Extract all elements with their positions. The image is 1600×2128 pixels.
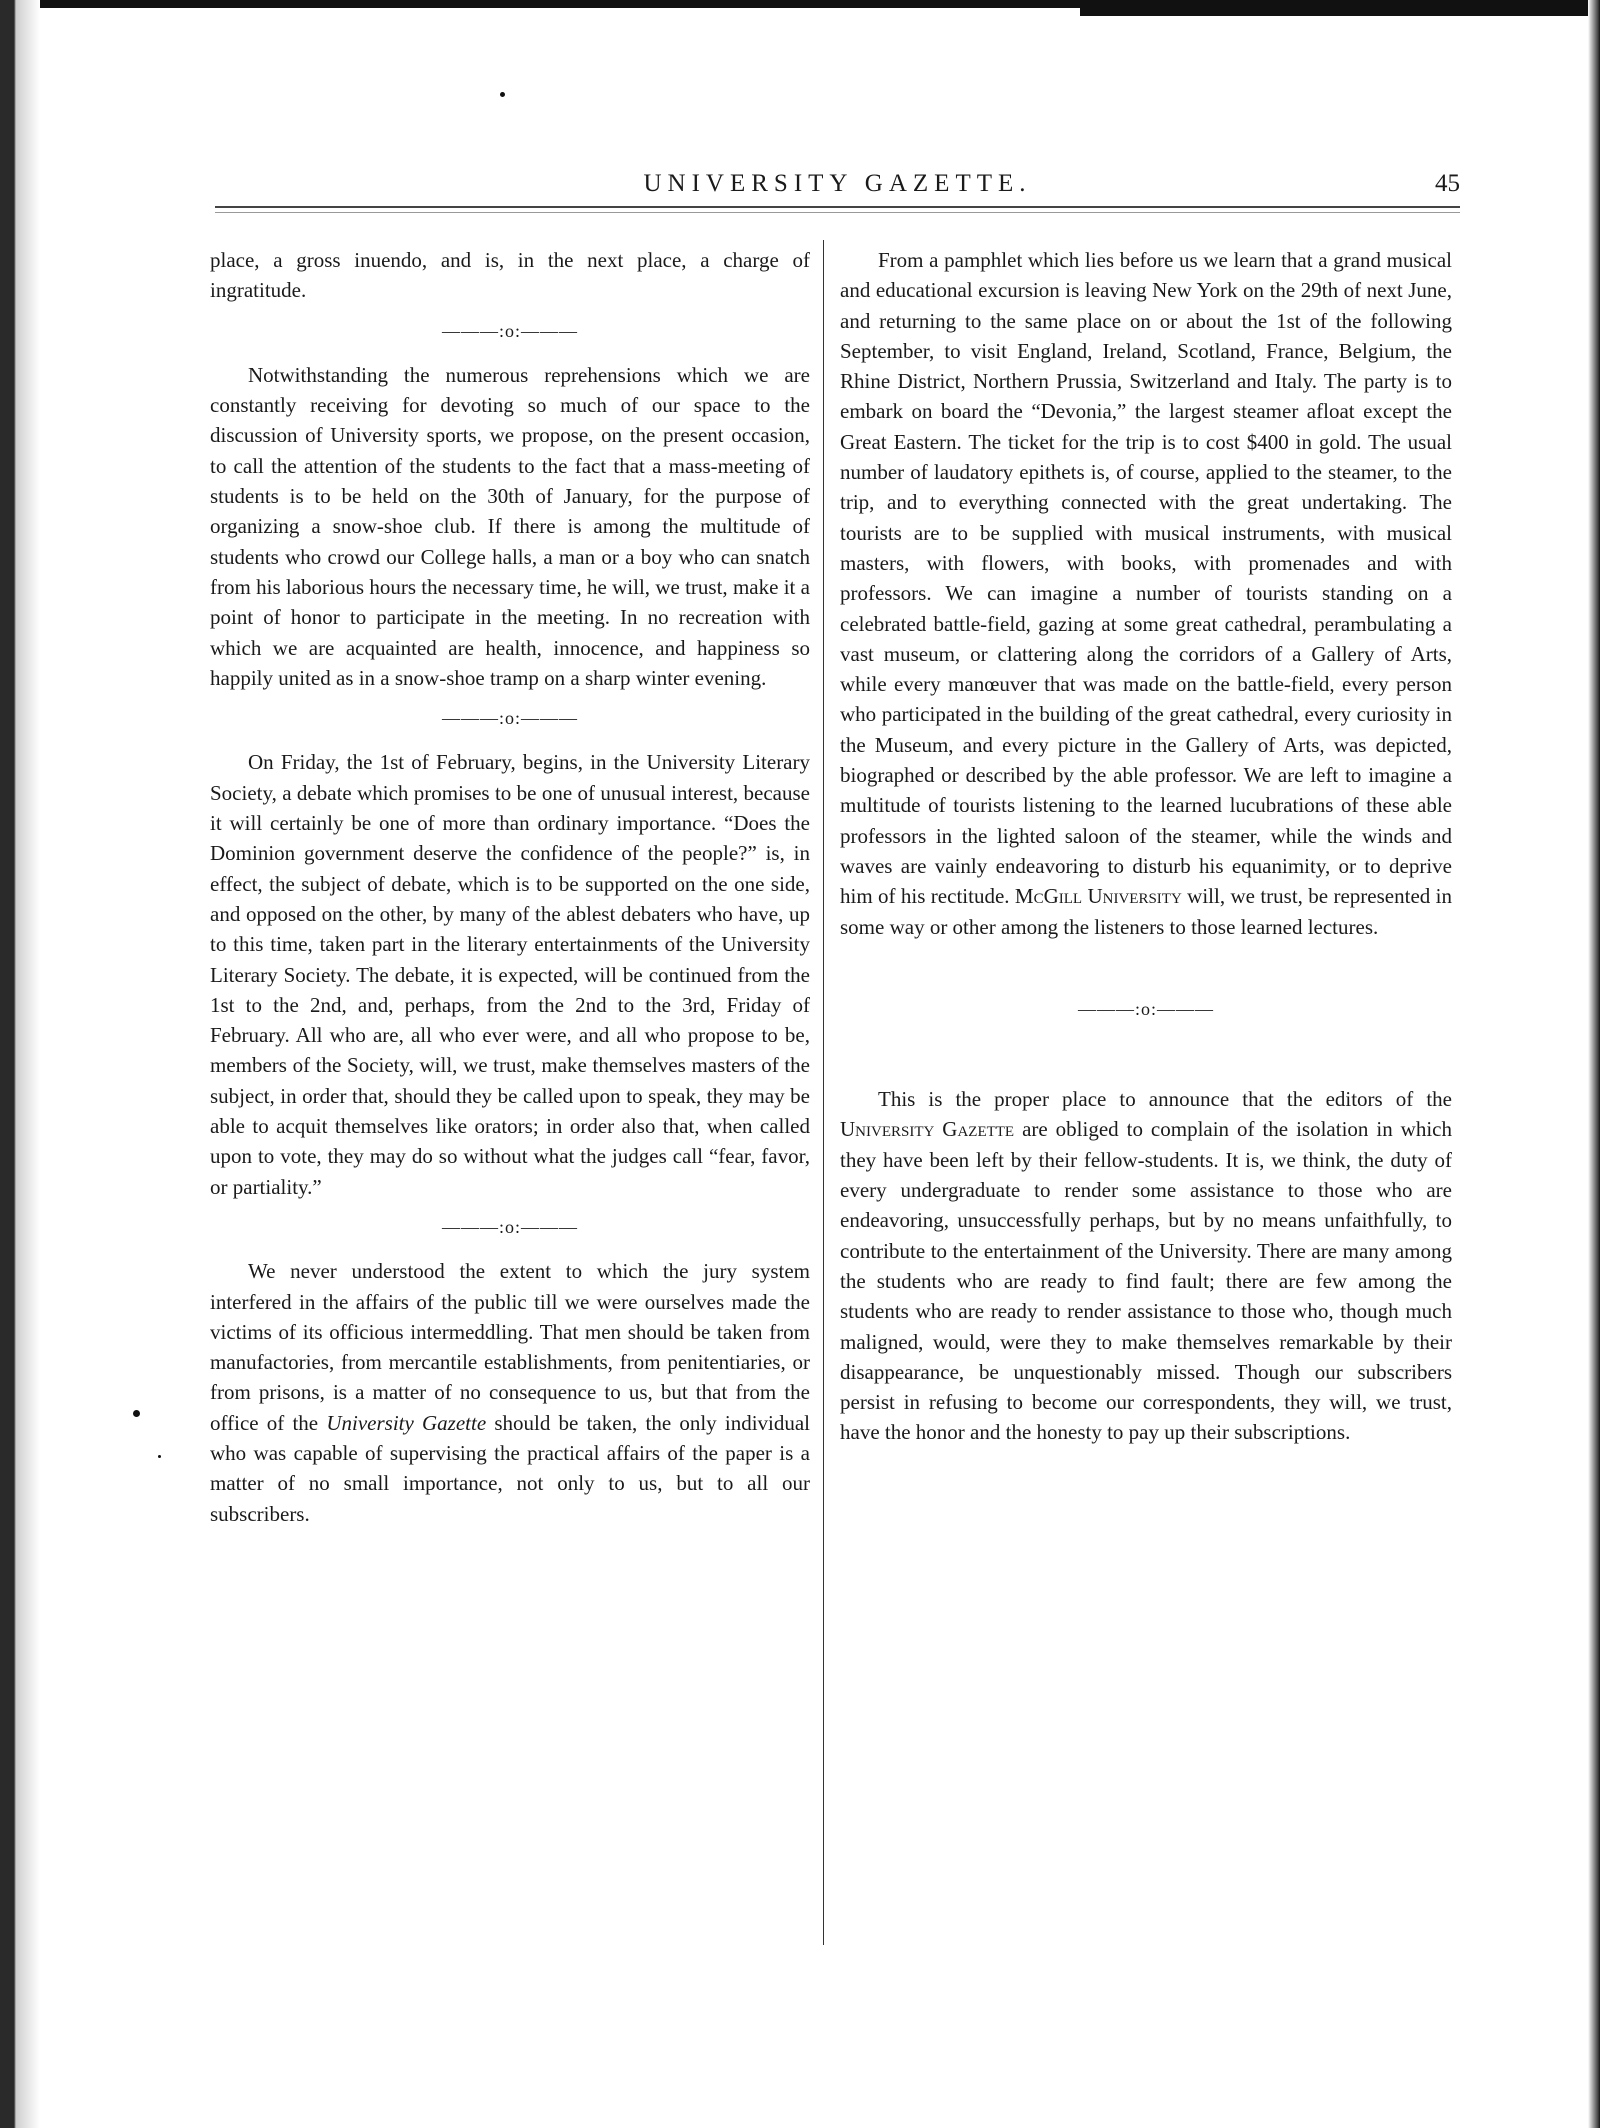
ink-speck — [158, 1455, 161, 1458]
page-number: 45 — [1435, 170, 1460, 197]
column-divider — [823, 240, 824, 1945]
editors-text-a: This is the proper place to announce that the editors of the — [878, 1087, 1452, 1112]
left-column — [210, 245, 810, 1529]
running-head: UNIVERSITY GAZETTE. — [643, 170, 1032, 197]
paragraph-jury — [210, 1256, 810, 1529]
paragraph-excursion — [840, 245, 1452, 942]
jury-text-b: should be taken, the only individual who was capable of supervising the practical affairs of the paper is a matter of no small importance, not only to us, but to all our subscribers. — [210, 1410, 811, 1526]
section-separator: ———:o:——— — [441, 708, 578, 729]
jury-italic-title: University Gazette — [326, 1410, 487, 1435]
section-separator: ———:o:——— — [441, 320, 578, 341]
excursion-smallcaps: McGill University — [1014, 884, 1182, 909]
paragraph-continued: place, a gross inuendo, and is, in the next place, a charge of ingratitude. — [210, 248, 810, 303]
jury-text-a: We never understood the extent to which the jury system interfered in the affairs of the public till we were ourselves made the victims of its officious intermeddling. That men should be taken from manufactories, from mercantile establishments, from penitentiaries, or from prisons, is a matter of no consequence to us, but that from the office of the — [210, 1259, 810, 1435]
scan-top-paper — [40, 8, 1080, 18]
header-rule — [215, 206, 1460, 208]
section-separator: ———:o:——— — [1077, 998, 1214, 1019]
right-column — [840, 245, 1452, 1448]
editors-text-b: are obliged to complain of the isolation in which they have been left by their fellow-students. It is, we think, the duty of every undergraduate to render some assistance to those who are endeavoring, unsuccessfully perhaps, but by no means unfaithfully, to contribute to the entertainment of the University. There are many among the students who are ready to find fault; there are few among the students who are ready to render assistance to those who, though much maligned, would, were they to make themselves remarkable by their disappearance, be unquestionably missed. Though our subscribers persist in refusing to become our correspondents, they will, we trust, have the honor and the honesty to pay up their subscriptions. — [840, 1117, 1452, 1445]
scan-left-edge — [0, 0, 40, 2128]
editors-smallcaps: University Gazette — [840, 1117, 1015, 1142]
section-separator: ———:o:——— — [441, 1216, 578, 1237]
ink-speck — [133, 1410, 140, 1417]
header-rule-thin — [215, 212, 1460, 213]
paragraph-editors — [840, 1084, 1452, 1448]
excursion-text-a: From a pamphlet which lies before us we learn that a grand musical and educational excursion is leaving New York on the 29th of next June, and returning to the same place on or about the 1st of the following September, to visit England, Ireland, Scotland, France, Belgium, the Rhine District, Northern Prussia, Switzerland and Italy. The party is to embark on board the “Devonia,” the largest steamer afloat except the Great Eastern. The ticket for the trip is to cost $400 in gold. The usual number of laudatory epithets is, of course, applied to the steamer, to the trip, and to everything connected with the great undertaking. The tourists are to be supplied with musical instruments, with musical masters, with flowers, with books, with promenades and with professors. We can imagine a number of tourists standing on a celebrated battle-field, gazing at some great cathedral, perambulating a vast museum, or clattering along the corridors of a Gallery of Arts, while every manœuver that was made on the battle-field, every person who participated in the building of the great cathedral, every curiosity in the Museum, and every picture in the Gallery of Arts, was depicted, biographed or described by the able professor. We are left to imagine a multitude of tourists listening to the learned lucubrations of these able professors in the lighted saloon of the steamer, while the winds and waves are vainly endeavoring to disturb his equanimity, or to deprive him of his rectitude. — [840, 248, 1452, 909]
paragraph-debate: On Friday, the 1st of February, begins, in the University Literary Society, a debate which promises to be one of unusual interest, because it will certainly be one of more than ordinary importance. “Does the Dominion government deserve the confidence of the people?” is, in effect, the subject of debate, which is to be supported on the one side, and opposed on the other, by many of the ablest debaters who have, up to this time, taken part in the literary entertainments of the University Literary Society. The debate, it is expected, will be continued from the 1st to the 2nd, and, perhaps, from the 2nd to the 3rd, Friday of February. All who are, all who ever were, and all who propose to be, members of the Society, will, we trust, make themselves masters of the subject, in order that, should they be called upon to speak, they may be able to acquit themselves like orators; in order also that, when called upon to vote, they may do so without what the judges call “fear, favor, or partiality.” — [210, 750, 810, 1199]
ink-speck — [500, 92, 505, 97]
scan-right-edge — [1588, 0, 1600, 2128]
paragraph-snowshoe: Notwithstanding the numerous reprehensions which we are constantly receiving for devoting so much of our space to the discussion of University sports, we propose, on the present occasion, to call the attention of the students to the fact that a mass-meeting of students is to be held on the 30th of January, for the purpose of organizing a snow-shoe club. If there is among the multitude of students who crowd our College halls, a man or a boy who can snatch from his laborious hours the necessary time, he will, we trust, make it a point of honor to participate in the meeting. In no recreation with which we are acquainted are health, innocence, and happiness so happily united as in a snow-shoe tramp on a sharp winter evening. — [210, 362, 810, 690]
excursion-text-b: will, we trust, be represented in some way or other among the listeners to those learned lectures. — [840, 884, 1452, 939]
page-header — [215, 170, 1460, 210]
